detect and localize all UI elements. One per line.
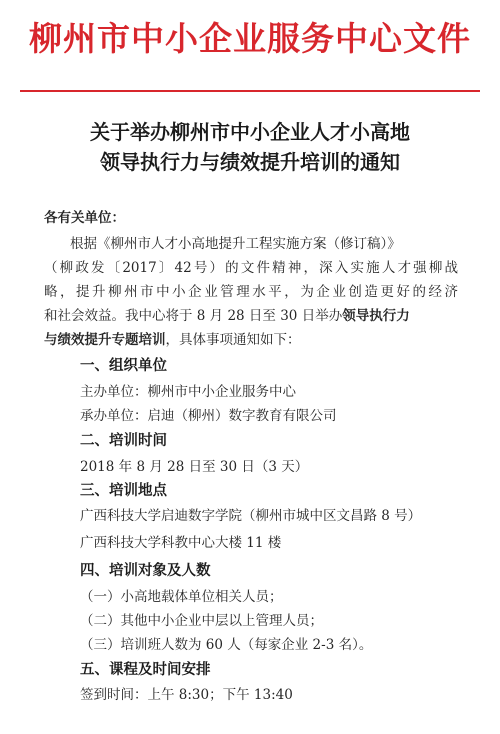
intro-line-3-text: 略，提升柳州市中小企业管理水平，为企业创造更好的经济 <box>44 284 458 300</box>
intro-line-5-text: ，具体事项通知如下： <box>165 332 301 348</box>
intro-line-2 <box>44 258 458 278</box>
intro-line-3 <box>44 282 458 302</box>
intro-line-4 <box>44 306 410 326</box>
section-1-heading: 一、组织单位 <box>80 358 167 374</box>
intro-line-2-text: （柳政发〔2017〕42号）的文件精神，深入实施人才强柳战 <box>44 260 458 276</box>
section-5-heading: 五、课程及时间安排 <box>80 662 211 678</box>
intro-line-5-bold: 与绩效提升专题培训 <box>44 332 166 348</box>
letterhead-divider <box>20 90 480 92</box>
section-1-host: 主办单位：柳州市中小企业服务中心 <box>80 384 296 400</box>
document-title-line-2: 领导执行力与绩效提升培训的通知 <box>100 150 400 174</box>
intro-line-4-text: 和社会效益。我中心将于 8 月 28 日至 30 日举办 <box>44 308 343 324</box>
intro-line-1: 根据《柳州市人才小高地提升工程实施方案（修订稿）》 <box>70 236 401 252</box>
section-4-item-2: （二）其他中小企业中层以上管理人员； <box>80 613 323 629</box>
section-4-heading: 四、培训对象及人数 <box>80 563 211 579</box>
section-1-organizer: 承办单位：启迪（柳州）数字教育有限公司 <box>80 408 337 424</box>
document-title-line-1: 关于举办柳州市中小企业人才小高地 <box>90 120 410 144</box>
section-2-heading: 二、培训时间 <box>80 433 167 449</box>
section-4-item-3: （三）培训班人数为 60 人（每家企业 2-3 名）。 <box>80 637 373 653</box>
intro-line-5 <box>44 330 301 350</box>
salutation: 各有关单位： <box>44 210 125 226</box>
letterhead-title: 柳州市中小企业服务中心文件 <box>29 19 471 58</box>
section-2-date: 2018 年 8 月 28 日至 30 日（3 天） <box>80 459 309 475</box>
intro-line-4-bold: 领导执行力 <box>342 308 410 324</box>
section-4-item-1: （一）小高地载体单位相关人员； <box>80 589 283 605</box>
section-5-signin: 签到时间：上午 8:30；下午 13:40 <box>80 687 293 703</box>
section-3-place-2: 广西科技大学科教中心大楼 11 楼 <box>80 535 282 551</box>
section-3-heading: 三、培训地点 <box>80 483 167 499</box>
section-3-place-1: 广西科技大学启迪数字学院（柳州市城中区文昌路 8 号） <box>80 508 422 524</box>
